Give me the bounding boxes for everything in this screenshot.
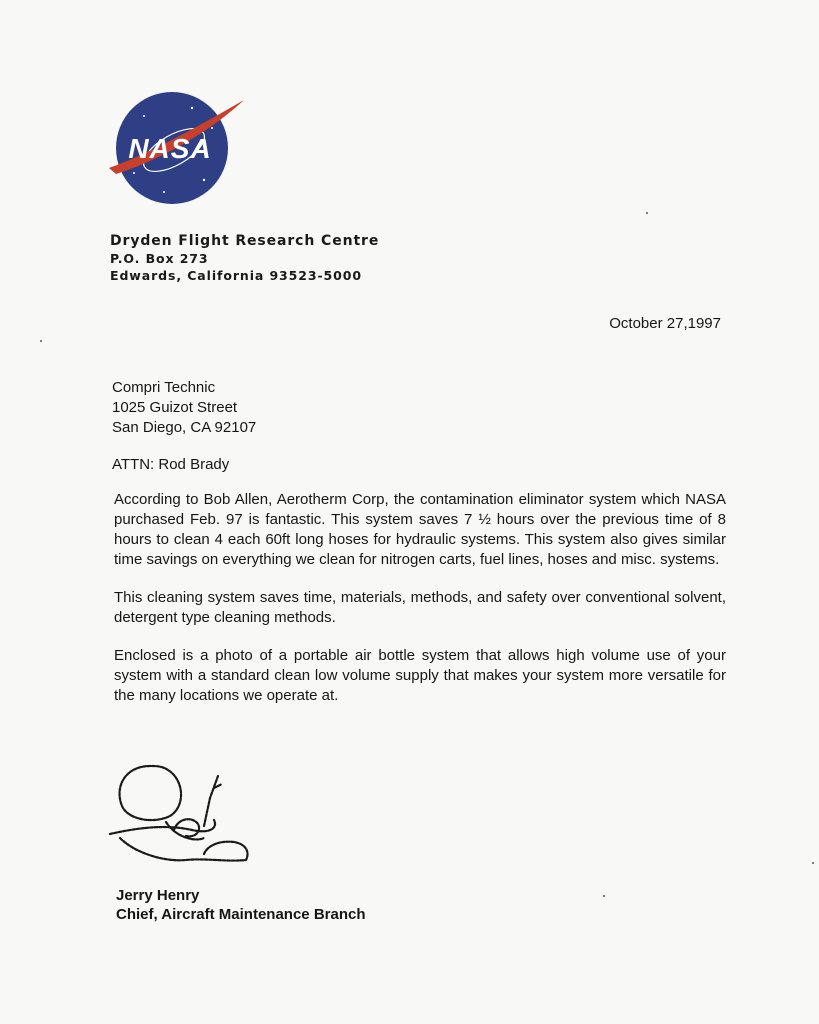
body-paragraph-2: This cleaning system saves time, materials, methods, and safety over conventional solvent, detergent type cleaning methods. (114, 589, 726, 626)
signer-title: Chief, Aircraft Maintenance Branch (116, 906, 366, 923)
recipient-address (112, 378, 256, 438)
letterhead-city: Edwards, California 93523-5000 (110, 268, 362, 283)
nasa-logo (104, 88, 249, 213)
signer-name: Jerry Henry (116, 887, 200, 904)
letterhead (110, 232, 379, 284)
signer-block (116, 886, 366, 924)
letterhead-organization: Dryden Flight Research Centre (110, 233, 380, 249)
letter-body (114, 490, 726, 706)
recipient-company: Compri Technic (112, 379, 216, 396)
handwritten-signature (106, 758, 256, 878)
scan-speck (603, 895, 605, 897)
attention-line: ATTN: Rod Brady (112, 456, 230, 473)
letter-date: October 27,1997 (609, 315, 721, 332)
body-paragraph-3: Enclosed is a photo of a portable air bottle system that allows high volume use of your system with a standard clean low volume supply that makes your system more versatile for the many locations we operate at. (114, 647, 726, 704)
scan-speck (40, 340, 42, 342)
recipient-street: 1025 Guizot Street (112, 399, 238, 416)
body-paragraph-1: According to Bob Allen, Aerotherm Corp, the contamination eliminator system which NASA purchased Feb. 97 is fantastic. This system saves 7 ½ hours over the previous time of 8 hours to clean 4 each 60ft long hoses for hydraulic systems. This system also gives similar time savings on everything we clean for nitrogen carts, fuel lines, hoses and misc. systems. (114, 491, 726, 568)
letterhead-po-box: P.O. Box 273 (110, 251, 209, 266)
recipient-city: San Diego, CA 92107 (112, 419, 257, 436)
logo-text: NASA (128, 133, 212, 164)
scan-speck (646, 212, 648, 214)
scan-speck (812, 862, 814, 864)
